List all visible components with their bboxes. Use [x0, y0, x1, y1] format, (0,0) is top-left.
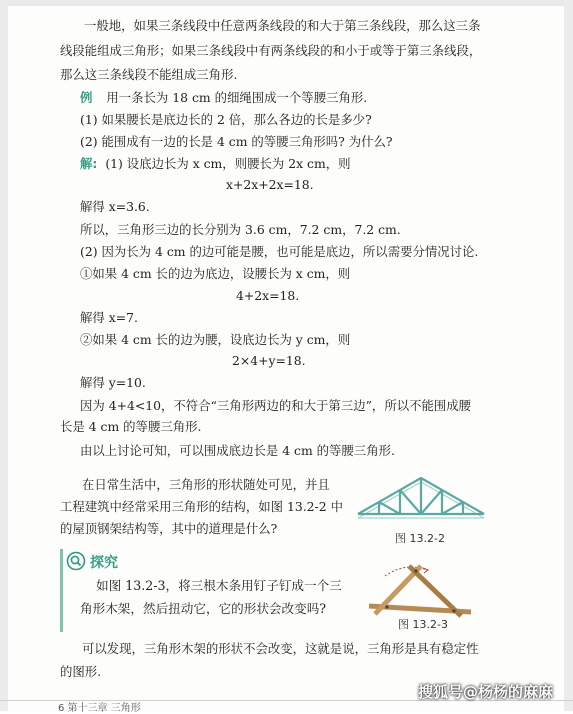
solution-text: (1) 设底边长为 x cm，则腰长为 2x cm，则 — [105, 156, 351, 171]
example-line-1 — [80, 90, 367, 106]
solution-label: 解: — [80, 156, 98, 171]
figure-caption-13-2-3: 图 13.2-3 — [398, 618, 448, 631]
equation-1: x+2x+2x=18. — [226, 177, 314, 192]
solution-line-9: 因为 4+4<10，不符合“三角形两边的和大于第三边”，所以不能围成腰 — [80, 398, 472, 413]
example-line-3: (2) 能围成有一边的长是 4 cm 的等腰三角形吗? 为什么? — [80, 134, 393, 149]
explore-line-2: 角形木架，然后扭动它，它的形状会改变吗? — [80, 601, 327, 616]
page-footer: 6 第十三章 三角形 — [58, 703, 141, 714]
solution-line-10: 长是 4 cm 的等腰三角形. — [60, 419, 202, 434]
watermark: 搜狐号@杨杨的麻麻 — [418, 683, 554, 701]
intro-line-3: 那么这三条线段不能组成三角形. — [60, 67, 238, 82]
example-line-2: (1) 如果腰长是底边长的 2 倍，那么各边的长是多少? — [80, 112, 372, 127]
solution-line-1 — [80, 156, 350, 172]
wooden-triangle-figure — [365, 562, 475, 618]
top-border — [0, 0, 573, 6]
solution-line-7: ②如果 4 cm 长的边为腰，设底边长为 y cm，则 — [80, 332, 351, 347]
example-label: 例 — [80, 90, 93, 105]
equation-2: 4+2x=18. — [236, 288, 300, 303]
example-text: 用一条长为 18 cm 的细绳围成一个等腰三角形. — [106, 90, 368, 105]
right-border — [564, 0, 573, 711]
daily-line-1: 在日常生活中，三角形的形状随处可见，并且 — [82, 477, 330, 492]
intro-line-1: 一般地，如果三条线段中任意两条线段的和大于第三条线段，那么这三条 — [84, 18, 481, 33]
daily-line-3: 的屋顶钢架结构等，其中的道理是什么? — [60, 521, 278, 536]
left-border — [0, 0, 8, 711]
explore-line-1: 如图 13.2-3，将三根木条用钉子钉成一个三 — [96, 578, 342, 593]
equation-3: 2×4+y=18. — [232, 353, 306, 368]
solution-line-3: 所以，三角形三边的长分别为 3.6 cm，7.2 cm，7.2 cm. — [80, 222, 401, 237]
magnifier-icon — [66, 551, 86, 571]
roof-truss-figure — [355, 472, 487, 524]
intro-line-2: 线段能组成三角形；如果三条线段中有两条线段的和小于或等于第三条线段， — [60, 43, 482, 58]
conclusion-line-1: 可以发现，三角形木架的形状不会改变，这就是说，三角形是具有稳定性 — [82, 641, 479, 656]
solution-line-6: 解得 x=7. — [80, 310, 138, 325]
solution-line-11: 由以上讨论可知，可以围成底边长是 4 cm 的等腰三角形. — [80, 443, 395, 458]
solution-line-4: (2) 因为长为 4 cm 的边可能是腰，也可能是底边，所以需要分情况讨论. — [80, 244, 479, 259]
solution-line-2: 解得 x=3.6. — [80, 199, 150, 214]
explore-side-bar — [60, 549, 63, 632]
solution-line-8: 解得 y=10. — [80, 375, 146, 390]
figure-caption-13-2-2: 图 13.2-2 — [395, 532, 445, 545]
daily-line-2: 工程建筑中经常采用三角形的结构，如图 13.2-2 中 — [60, 499, 343, 514]
conclusion-line-2: 的图形. — [60, 664, 102, 679]
explore-title: 探究 — [90, 555, 118, 571]
solution-line-5: ①如果 4 cm 长的边为底边，设腰长为 x cm，则 — [80, 266, 351, 281]
